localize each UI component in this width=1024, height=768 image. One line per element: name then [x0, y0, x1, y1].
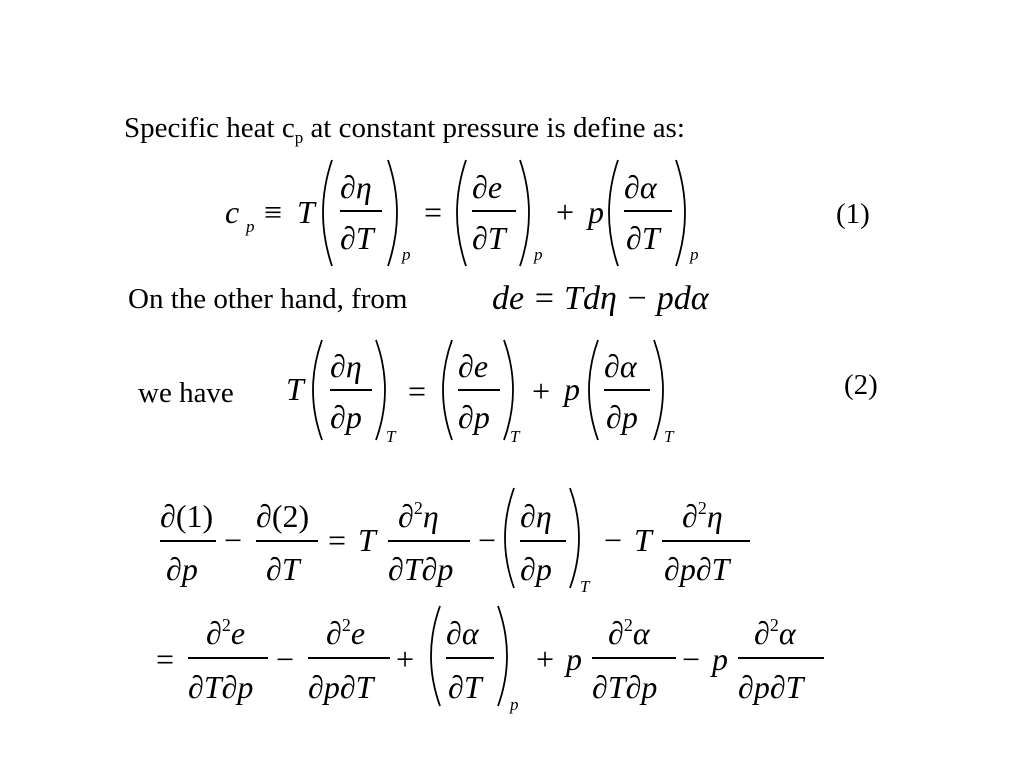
eq2-paren-left-3 [589, 340, 598, 440]
equation-number-1: (1) [836, 198, 870, 230]
we-have-label: we have [138, 377, 234, 409]
intro-subscript: p [294, 128, 304, 147]
d2-sub-p: p [510, 695, 519, 714]
eq2-paren-left-1 [313, 340, 322, 440]
eq1-partial-eta: ∂η [340, 169, 372, 205]
eq1-paren-right-1 [388, 160, 397, 266]
d2-minus-1: − [276, 641, 295, 677]
d2-p-2: p [712, 641, 728, 677]
eq2-p: p [564, 371, 580, 407]
intro-text-pre: Specific heat c [124, 112, 295, 144]
eq1-paren-right-3 [676, 160, 685, 266]
eq1-paren-left-2 [457, 160, 466, 266]
d1-num-1: ∂(1) [160, 498, 214, 534]
intro-text-post: at constant pressure is define as: [303, 112, 685, 144]
eq2-paren-right-1 [376, 340, 385, 440]
d1-minus-2: − [478, 522, 497, 558]
d2-num-1: ∂$^2$e [206, 615, 246, 651]
eq2-partial-p-1: ∂p [330, 399, 362, 435]
equation-1 [225, 160, 699, 266]
eq1-partial-e: ∂e [472, 169, 503, 205]
eq2-sub-T-3: T [664, 427, 674, 446]
d2-num-3: ∂α [446, 615, 479, 651]
cp-sub-p: p [246, 217, 255, 236]
eq2-T: T [286, 371, 304, 407]
eq1-partial-T-3: ∂T [626, 220, 660, 256]
d2-paren-left [431, 606, 440, 706]
equation-number-2: (2) [844, 369, 878, 401]
d2-den-1: ∂T∂p [188, 669, 254, 705]
eq2-partial-p-2: ∂p [458, 399, 490, 435]
de-relation: de = Tdη − pdα [492, 280, 709, 317]
d1-num-5: ∂$^2$η [682, 498, 723, 534]
eq1-partial-alpha: ∂α [624, 169, 657, 205]
eq1-sub-p-2: p [534, 245, 543, 264]
other-hand-label: On the other hand, from [128, 283, 408, 315]
d1-den-4: ∂p [520, 551, 552, 587]
d2-num-4: ∂$^2$α [608, 615, 650, 651]
d1-paren-right [570, 488, 579, 588]
d1-num-3: ∂$^2$η [398, 498, 439, 534]
d1-den-5: ∂p∂T [664, 551, 730, 587]
cp-c: c [225, 194, 240, 230]
eq2-partial-p-3: ∂p [606, 399, 638, 435]
eq1-partial-T-2: ∂T [472, 220, 506, 256]
d1-minus-1: − [224, 522, 243, 558]
d2-plus-2: + [536, 641, 555, 677]
d1-num-2: ∂(2) [256, 498, 310, 534]
d2-den-3: ∂T [448, 669, 482, 705]
d2-equals: = [156, 641, 175, 677]
eq2-paren-right-2 [504, 340, 513, 440]
eq1-partial-T-1: ∂T [340, 220, 374, 256]
eq1-paren-left-3 [609, 160, 618, 266]
eq1-plus: + [556, 194, 575, 230]
d1-den-2: ∂T [266, 551, 300, 587]
eq2-partial-eta: ∂η [330, 348, 362, 384]
derivation-line-2 [156, 606, 824, 714]
d2-plus-1: + [396, 641, 415, 677]
eq2-equals: = [408, 373, 427, 409]
d2-minus-2: − [682, 641, 701, 677]
eq1-sub-p-3: p [690, 245, 699, 264]
eq1-sub-p-1: p [402, 245, 411, 264]
equiv-sign: ≡ [264, 194, 283, 230]
d2-den-5: ∂p∂T [738, 669, 804, 705]
eq1-paren-right-2 [520, 160, 529, 266]
d2-den-4: ∂T∂p [592, 669, 658, 705]
eq2-sub-T-2: T [510, 427, 520, 446]
eq1-paren-left-1 [323, 160, 332, 266]
d1-T-2: T [634, 522, 652, 558]
eq1-T: T [297, 194, 315, 230]
d2-num-2: ∂$^2$e [326, 615, 366, 651]
d1-den-3: ∂T∂p [388, 551, 454, 587]
eq2-partial-e: ∂e [458, 348, 489, 384]
d2-den-2: ∂p∂T [308, 669, 374, 705]
d2-num-5: ∂$^2$α [754, 615, 796, 651]
eq1-equals: = [424, 194, 443, 230]
d1-T-1: T [358, 522, 376, 558]
eq2-partial-alpha: ∂α [604, 348, 637, 384]
d1-num-4: ∂η [520, 498, 552, 534]
equation-2 [286, 340, 675, 446]
eq2-sub-T-1: T [386, 427, 396, 446]
d1-sub-T: T [580, 577, 590, 596]
derivation-line-1 [160, 488, 750, 596]
d2-paren-right [498, 606, 507, 706]
d2-p-1: p [566, 641, 582, 677]
eq1-p: p [588, 194, 604, 230]
d1-paren-left [505, 488, 514, 588]
eq2-paren-left-2 [443, 340, 452, 440]
d1-minus-3: − [604, 522, 623, 558]
eq2-paren-right-3 [654, 340, 663, 440]
d1-den-1: ∂p [166, 551, 198, 587]
eq2-plus: + [532, 373, 551, 409]
d1-equals: = [328, 522, 347, 558]
